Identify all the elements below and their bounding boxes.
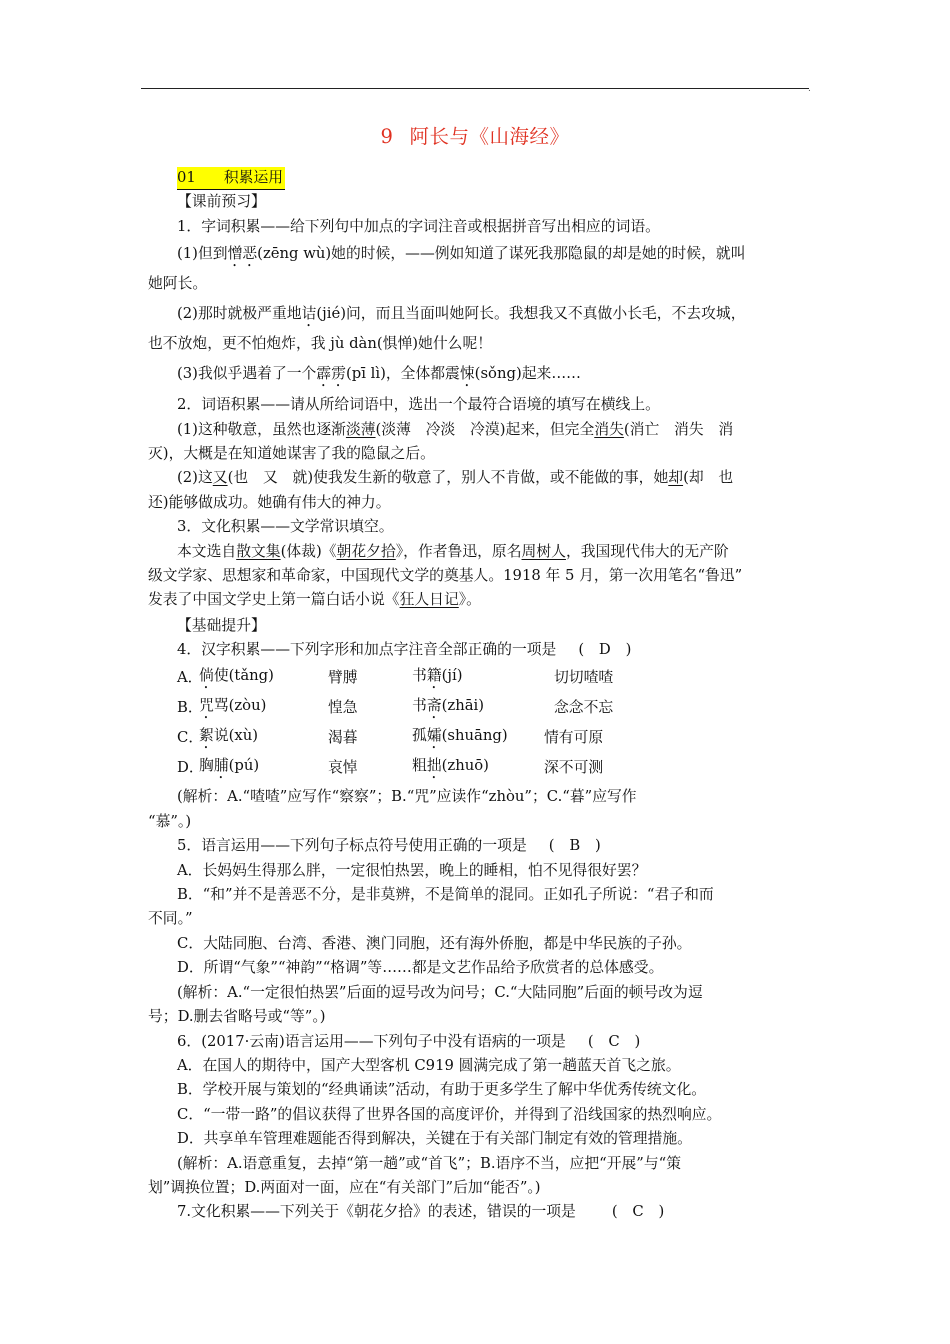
q4-analysis-1: (解析：A.“喳喳”应写作“察察”；B.“咒”应读作“zhòu”；C.“暮”应写作 [177,788,637,806]
q1-dotted-2: 诘 [301,305,317,323]
q5-analysis-1: (解析：A.“一定很怕热罢”后面的逗号改为问号；C.“大陆同胞”后面的顿号改为逗 [177,983,703,1001]
q5-stem: 5．语言运用——下列句子标点符号使用正确的一项是 ( B ) [177,837,601,855]
q2-sentence2: (2)这又(也 又 就)使我发生新的敬意了，别人不肯做，或不能做的事，她却(却 也 [177,469,734,487]
q5-option-b: B．“和”并不是善恶不分，是非莫辨，不是简单的混同。正如孔子所说：“君子和而 [177,886,714,904]
q2-stem: 2．词语积累——请从所给词语中，选出一个最符合语境的填写在横线上。 [177,396,660,414]
q5-option-b-cont: 不同。” [148,910,193,928]
document-body [148,166,805,1225]
lesson-title: 阿长与《山海经》 [409,125,570,148]
q6-stem: 6．(2017·云南)语言运用——下列句子中没有语病的一项是 ( C ) [177,1032,641,1050]
page-title [0,121,950,149]
q4-a-dot: 倘 [199,666,214,684]
q4-analysis-2: “慕”。) [148,812,192,830]
q5-option-d: D．所谓“气象”“神韵”“格调”等……都是文艺作品给予欣赏者的总体感受。 [177,959,664,977]
q3-answer-4: 狂人日记 [399,591,459,609]
q5-option-a: A．长妈妈生得那么胖，一定很怕热罢，晚上的睡相，怕不见得很好罢？ [177,861,647,879]
q2-sentence1: (1)这种敬意，虽然也逐渐淡薄(淡薄 冷淡 冷漠)起来，但完全消失(消亡 消失 消 [177,420,734,438]
q5-option-c: C．大陆同胞、台湾、香港、澳门同胞，还有海外侨胞，都是中华民族的子孙。 [177,934,692,952]
q1-dotted-4: 悚 [459,365,475,383]
q2-sentence1-cont: 灭)，大概是在知道她谋害了我的隐鼠之后。 [148,445,435,463]
q6-analysis-2: 划”调换位置；D.两面对一面，应在“有关部门”后加“能否”。) [148,1178,541,1196]
q6-analysis-1: (解析：A.语意重复，去掉“第一趟”或“首飞”；B.语序不当，应把“开展”与“策 [177,1154,682,1172]
q1-sentence1-cont: 她阿长。 [148,275,208,293]
subsection-basic: 【基础提升】 [177,616,266,634]
q5-analysis-2: 号；D.删去省略号或“等”。) [148,1008,326,1026]
q6-option-c: C．“一带一路”的倡议获得了世界各国的高度评价，并得到了沿线国家的热烈响应。 [177,1105,722,1123]
section-label: 01 积累运用 [177,167,285,190]
q4-option-c: C． 絮说(xù) 渴暮 孤孀(shuāng) 情有可原 [177,723,805,753]
q4-b-dot: 咒 [199,696,214,714]
q3-answer-2: 朝花夕拾 [336,542,396,560]
q4-option-b: B． 咒骂(zòu) 惶急 书斋(zhāi) 念念不忘 [177,693,805,723]
q2-answer-3: 又 [212,469,228,487]
q1-sentence1: (1)但到憎恶(zēng wù)她的时候，——例如知道了谋死我那隐鼠的却是她的时候，就叫 [177,245,746,263]
q3-line1: 本文选自散文集(体裁)《朝花夕拾》，作者鲁迅，原名周树人，我国现代伟大的无产阶 [177,542,729,560]
q1-sentence2: (2)那时就极严重地诘(jié)问，而且当面叫她阿长。我想我又不真做小长毛，不去攻城， [177,305,746,323]
q1-dotted-1: 憎恶 [227,245,258,263]
q4-option-d: D． 胸脯(pú) 哀悼 粗拙(zhuō) 深不可测 [177,753,805,783]
q3-answer-1: 散文集 [236,542,281,560]
q4-c-dot: 絮 [199,727,214,745]
q3-answer-3: 周树人 [521,542,566,560]
header-rule [141,88,809,89]
q6-option-d: D．共享单车管理难题能否得到解决，关键在于有关部门制定有效的管理措施。 [177,1130,692,1148]
q1-sentence2-cont: 也不放炮，更不怕炮炸，我 jù dàn(惧惮)她什么呢！ [148,335,493,353]
header-dot: . [808,84,811,94]
q4-answer: ( D ) [578,641,632,659]
q2-sentence2-cont: 还)能够做成功。她确有伟大的神力。 [148,493,391,511]
q4-d-dot: 脯 [213,757,229,775]
q3-line2: 级文学家、思想家和革命家，中国现代文学的奠基人。1918 年 5 月，第一次用笔名“鲁迅” [148,567,743,585]
q2-answer-4: 却 [668,469,684,487]
q6-option-b: B．学校开展与策划的“经典诵读”活动，有助于更多学生了解中华优秀传统文化。 [177,1081,707,1099]
q2-answer-2: 消失 [594,420,624,438]
q2-answer-1: 淡薄 [345,420,376,438]
q5-answer: ( B ) [548,837,601,855]
q6-answer: ( C ) [587,1032,641,1050]
q1-sentence3: (3)我似乎遇着了一个霹雳(pī lì)，全体都震悚(sǒng)起来…… [177,365,581,383]
q6-option-a: A．在国人的期待中，国产大型客机 C919 圆满完成了第一趟蓝天首飞之旅。 [177,1056,681,1074]
q4-stem: 4．汉字积累——下列字形和加点字注音全部正确的一项是 ( D ) [177,641,632,659]
subsection-preview: 【课前预习】 [177,193,266,211]
q7-stem: 7.文化积累——下列关于《朝花夕拾》的表述，错误的一项是 ( C ) [177,1203,665,1221]
section-heading [177,166,805,190]
q3-stem: 3．文化积累——文学常识填空。 [177,518,394,536]
q4-option-a: A． 倘使(tǎng) 臂膊 书籍(jí) 切切喳喳 [177,663,805,693]
q3-line3: 发表了中国文学史上第一篇白话小说《狂人日记》。 [148,591,481,609]
q7-answer: ( C ) [611,1203,665,1221]
q1-dotted-3: 霹雳 [316,365,346,383]
q1-stem: 1．字词积累——给下列句中加点的字词注音或根据拼音写出相应的词语。 [177,217,660,235]
lesson-number: 9 [380,125,394,148]
